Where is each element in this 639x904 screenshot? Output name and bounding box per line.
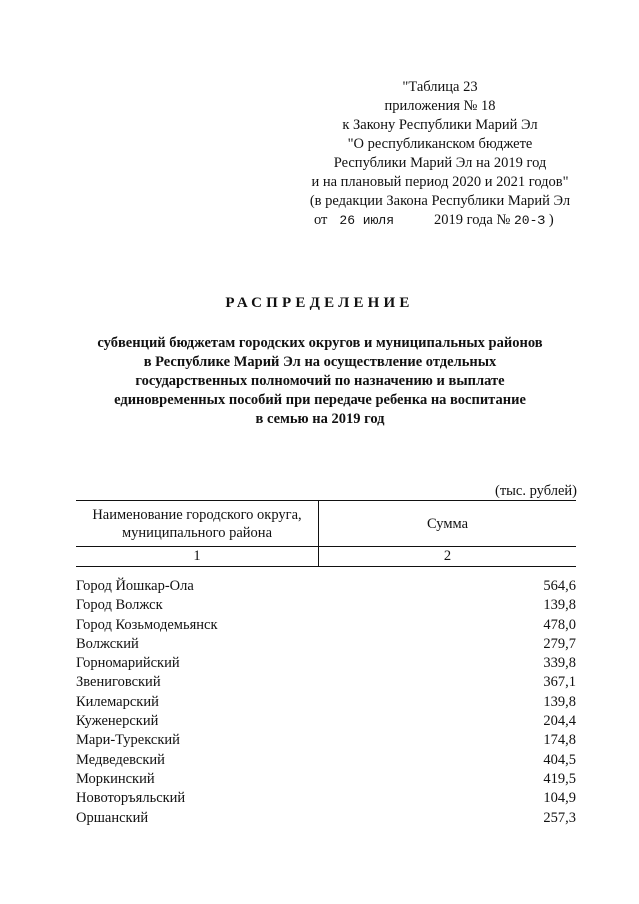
subvention-amount: 257,3 [543,809,576,826]
law-date-line [280,211,600,230]
subvention-amount: 367,1 [543,674,576,691]
municipality-name: Звениговский [76,674,161,691]
municipality-name: Оршанский [76,809,149,826]
subvention-amount: 204,4 [543,713,576,730]
subtitle-line: субвенций бюджетам городских округов и муниципальных районов [97,335,543,351]
appendix-line: к Закону Республики Марий Эл [342,117,538,133]
subvention-amount: 174,8 [543,732,576,749]
units-label: (тыс. рублей) [495,483,577,499]
column-number: 2 [319,547,577,567]
subtitle-line: государственных полномочий по назначению и выплате [135,373,505,389]
appendix-line: Республики Марий Эл на 2019 год [333,155,547,171]
municipality-name: Горномарийский [76,655,180,672]
municipality-name: Новоторъяльский [76,790,186,807]
subvention-amount: 564,6 [543,578,576,594]
municipality-name: Медведевский [76,751,165,768]
distribution-table [76,500,576,828]
column-header-name [76,501,319,547]
subvention-amount: 139,8 [543,597,576,614]
municipality-name: Город Козьмодемьянск [76,616,218,633]
table-row [76,673,576,692]
table-row [76,731,576,750]
table-row [76,654,576,673]
table-row [76,635,576,654]
document-subtitle [60,334,580,429]
subvention-amount: 279,7 [543,635,576,652]
header-line: Наименование городского округа, [92,506,302,523]
subtitle-line: в семью на 2019 год [255,411,385,427]
table-row [76,751,576,770]
table-row [76,616,576,635]
subvention-amount: 404,5 [543,751,576,768]
subvention-amount: 419,5 [543,770,576,787]
appendix-line: (в редакции Закона Республики Марий Эл [309,193,571,209]
municipality-name: Город Йошкар-Ола [76,578,194,594]
appendix-line: "Таблица 23 [402,79,478,95]
law-year: 2019 года № [434,212,511,228]
appendix-reference [280,78,600,230]
law-number: 20-З [513,213,546,228]
municipality-name: Куженерский [76,713,159,730]
table-row [76,577,576,596]
column-number-row [76,547,576,567]
column-number: 1 [76,547,319,567]
law-date-prefix: от [314,212,328,228]
table-row [76,789,576,808]
subtitle-line: единовременных пособий при передаче ребенка на воспитание [114,392,526,408]
table-row [76,596,576,615]
subvention-amount: 478,0 [543,616,576,633]
table-row [76,809,576,828]
document-title: РАСПРЕДЕЛЕНИЕ [225,295,414,311]
subtitle-line: в Республике Марий Эл на осуществление отдельных [143,354,497,370]
municipality-name: Волжский [76,635,139,652]
municipality-name: Моркинский [76,770,155,787]
appendix-line: и на плановый период 2020 и 2021 годов" [311,174,569,190]
municipality-name: Город Волжск [76,597,163,614]
subvention-amount: 104,9 [543,790,576,807]
table-row [76,770,576,789]
table-header-row [76,501,576,547]
table-row [76,712,576,731]
appendix-line: приложения № 18 [384,98,496,114]
law-close-paren: ) [548,212,554,228]
municipality-name: Мари-Турекский [76,732,180,749]
table-row [76,693,576,712]
column-header-sum: Сумма [319,501,577,547]
law-date: 26 июля [339,213,395,228]
table-body [76,567,576,828]
header-line: муниципального района [122,524,272,541]
subvention-amount: 339,8 [543,655,576,672]
appendix-line: "О республиканском бюджете [347,136,533,152]
municipality-name: Килемарский [76,693,159,710]
subvention-amount: 139,8 [543,693,576,710]
